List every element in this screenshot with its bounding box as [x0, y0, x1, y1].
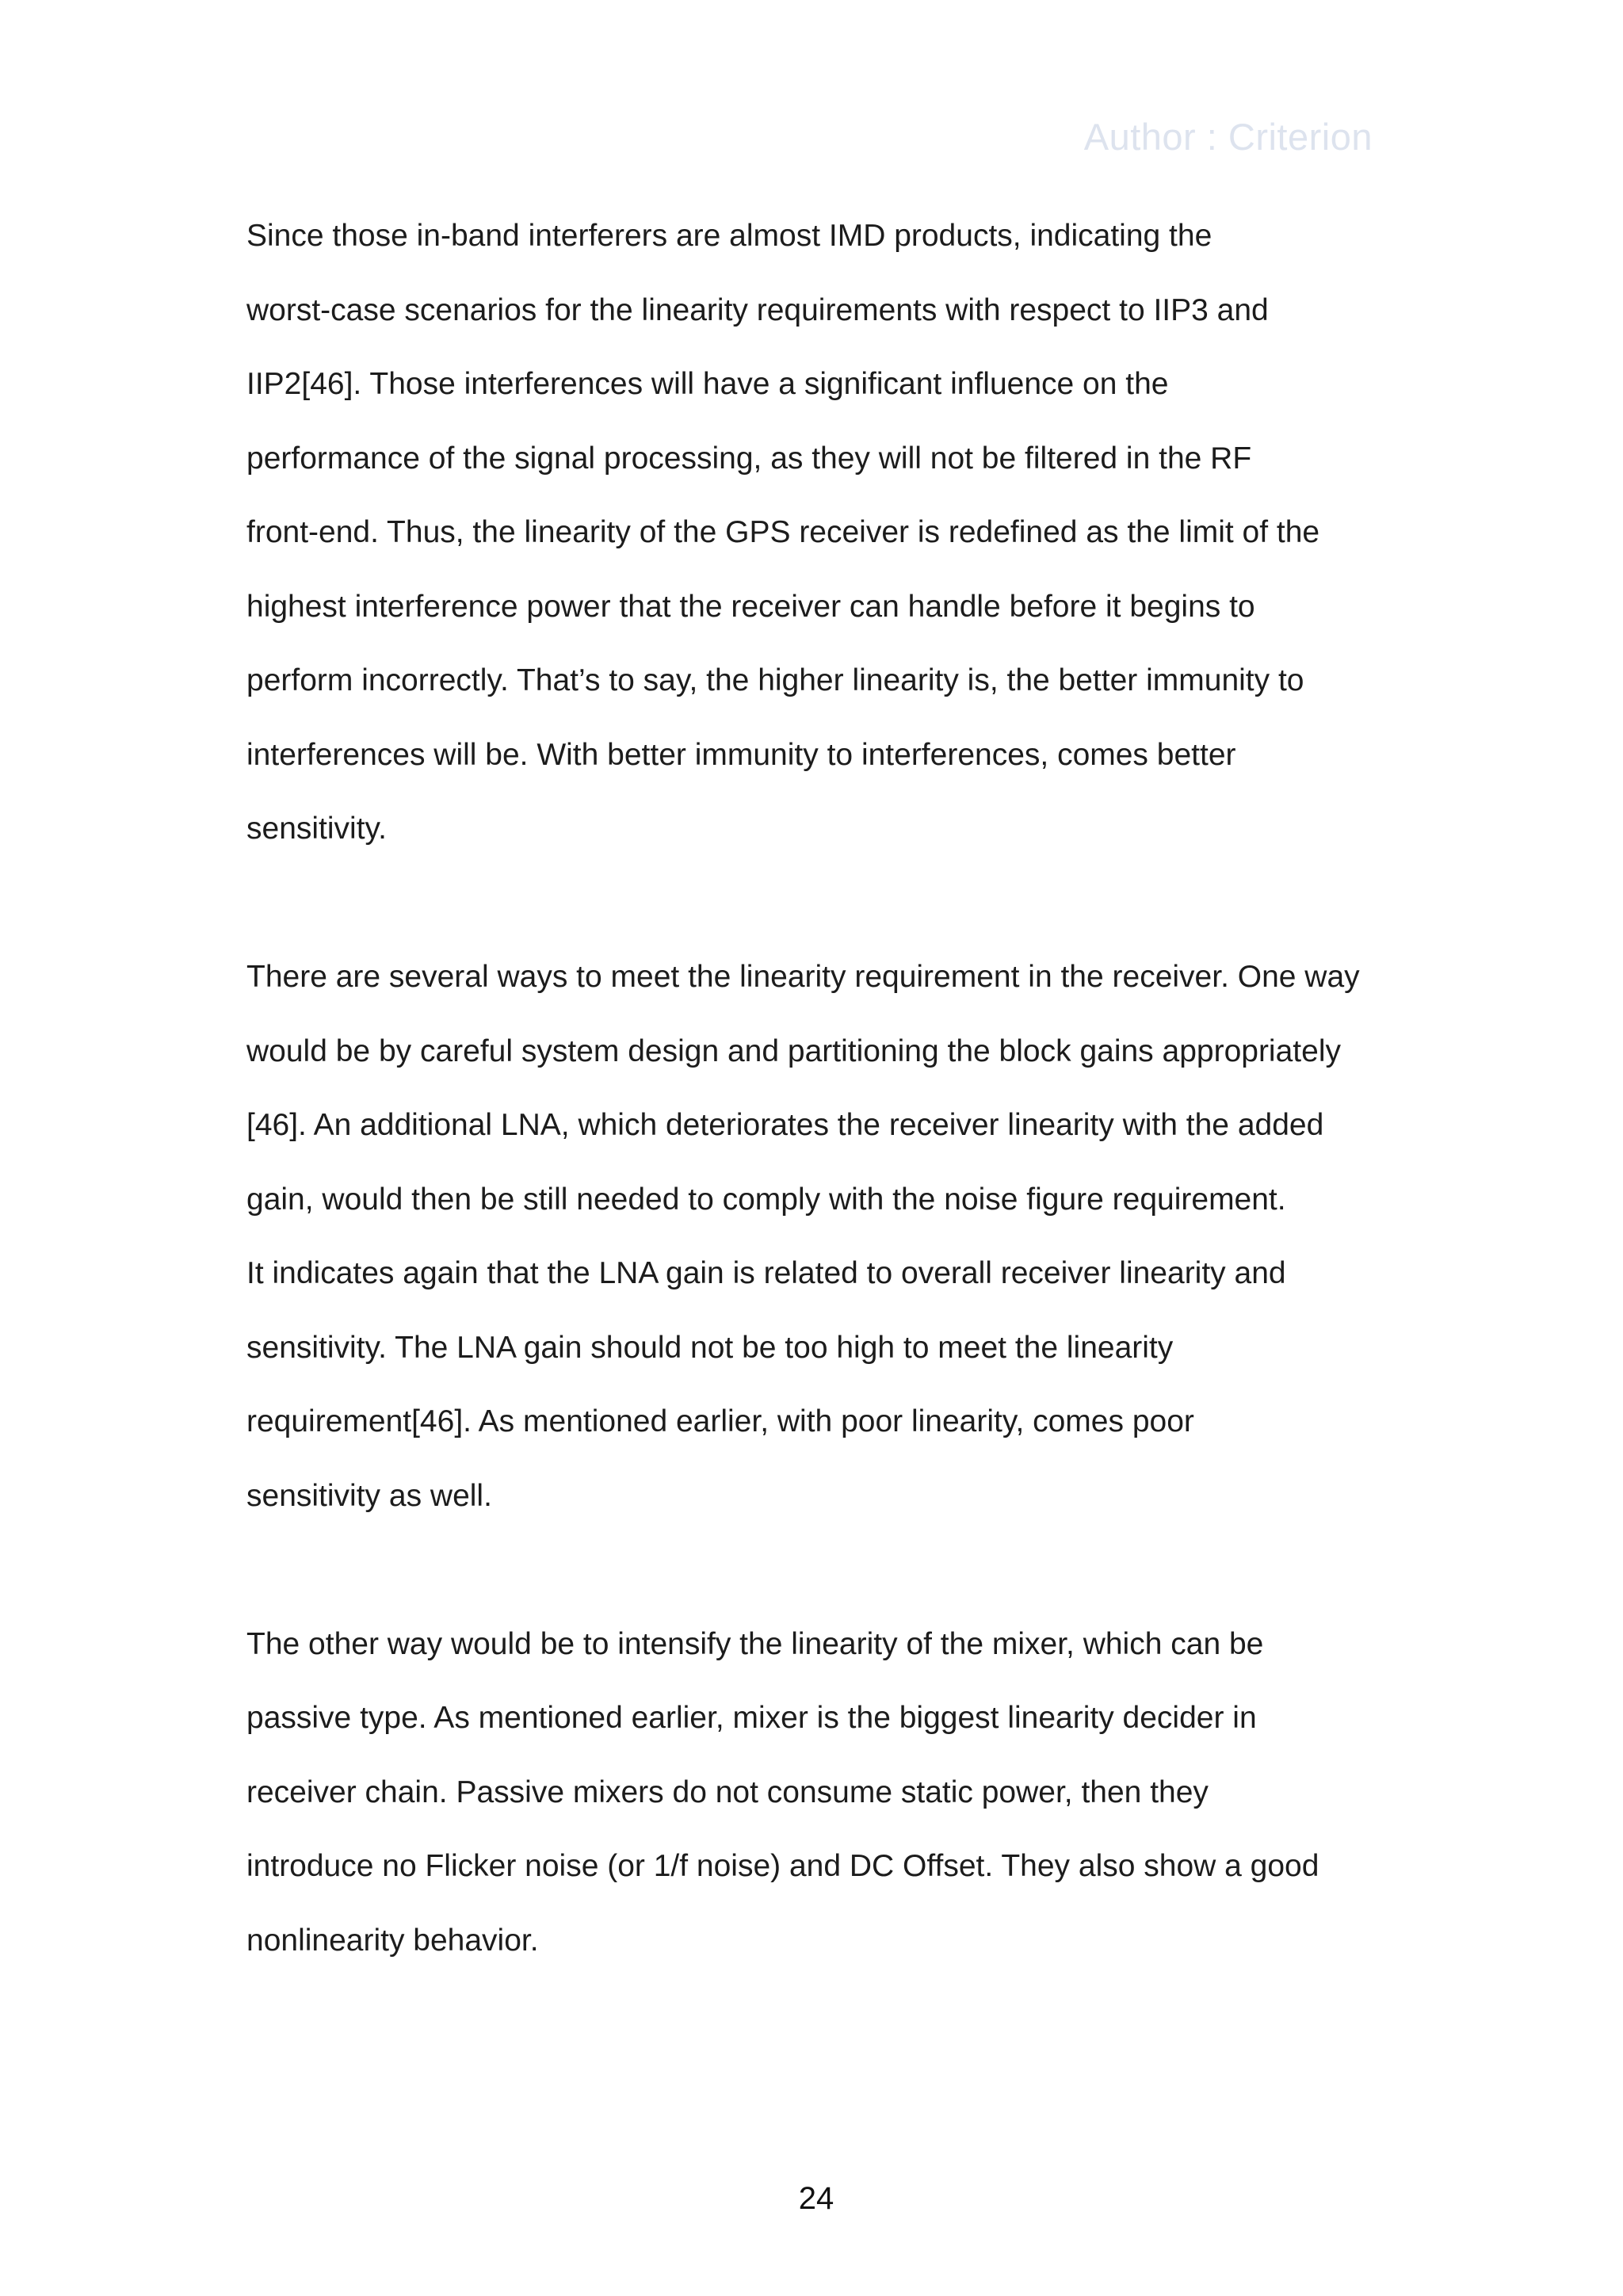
paragraph-spacer — [246, 880, 1403, 954]
text-line: highest interference power that the receiver can handle before it begins to — [246, 589, 1255, 624]
text-line: would be by careful system design and partitioning the block gains appropriately — [246, 1033, 1341, 1068]
paragraph-2 — [246, 953, 1403, 1546]
paragraph-3 — [246, 1621, 1403, 1992]
text-line: nonlinearity behavior. — [246, 1923, 539, 1958]
page-number: 24 — [798, 2181, 834, 2216]
paragraph-1 — [246, 212, 1403, 880]
text-line: [46]. An additional LNA, which deteriorates the receiver linearity with the added — [246, 1108, 1324, 1142]
text-line: The other way would be to intensify the linearity of the mixer, which can be — [246, 1626, 1264, 1661]
paragraph-spacer — [246, 1546, 1403, 1621]
text-line: Since those in-band interferers are almost IMD products, indicating the — [246, 219, 1212, 253]
text-line: It indicates again that the LNA gain is related to overall receiver linearity and — [246, 1256, 1286, 1290]
text-line: gain, would then be still needed to comply with the noise figure requirement. — [246, 1182, 1286, 1217]
header-author: Author : Criterion — [1083, 116, 1373, 158]
text-line: introduce no Flicker noise (or 1/f noise) and DC Offset. They also show a good — [246, 1849, 1319, 1883]
text-line: requirement[46]. As mentioned earlier, with poor linearity, comes poor — [246, 1404, 1194, 1438]
text-line: IIP2[46]. Those interferences will have a significant influence on the — [246, 367, 1169, 401]
text-line: sensitivity as well. — [246, 1478, 492, 1513]
text-line: passive type. As mentioned earlier, mixer is the biggest linearity decider in — [246, 1701, 1257, 1735]
text-line: There are several ways to meet the linearity requirement in the receiver. One way — [246, 960, 1360, 994]
text-line: sensitivity. The LNA gain should not be too high to meet the linearity — [246, 1330, 1174, 1365]
text-line: perform incorrectly. That’s to say, the higher linearity is, the better immunity to — [246, 663, 1304, 697]
text-line: performance of the signal processing, as they will not be filtered in the RF — [246, 441, 1252, 476]
text-line: interferences will be. With better immunity to interferences, comes better — [246, 737, 1236, 772]
text-line: sensitivity. — [246, 812, 387, 846]
body-text — [246, 212, 1403, 1991]
text-line: receiver chain. Passive mixers do not consume static power, then they — [246, 1775, 1209, 1809]
text-line: worst-case scenarios for the linearity requirements with respect to IIP3 and — [246, 292, 1269, 327]
text-line: front-end. Thus, the linearity of the GPS receiver is redefined as the limit of the — [246, 515, 1320, 549]
